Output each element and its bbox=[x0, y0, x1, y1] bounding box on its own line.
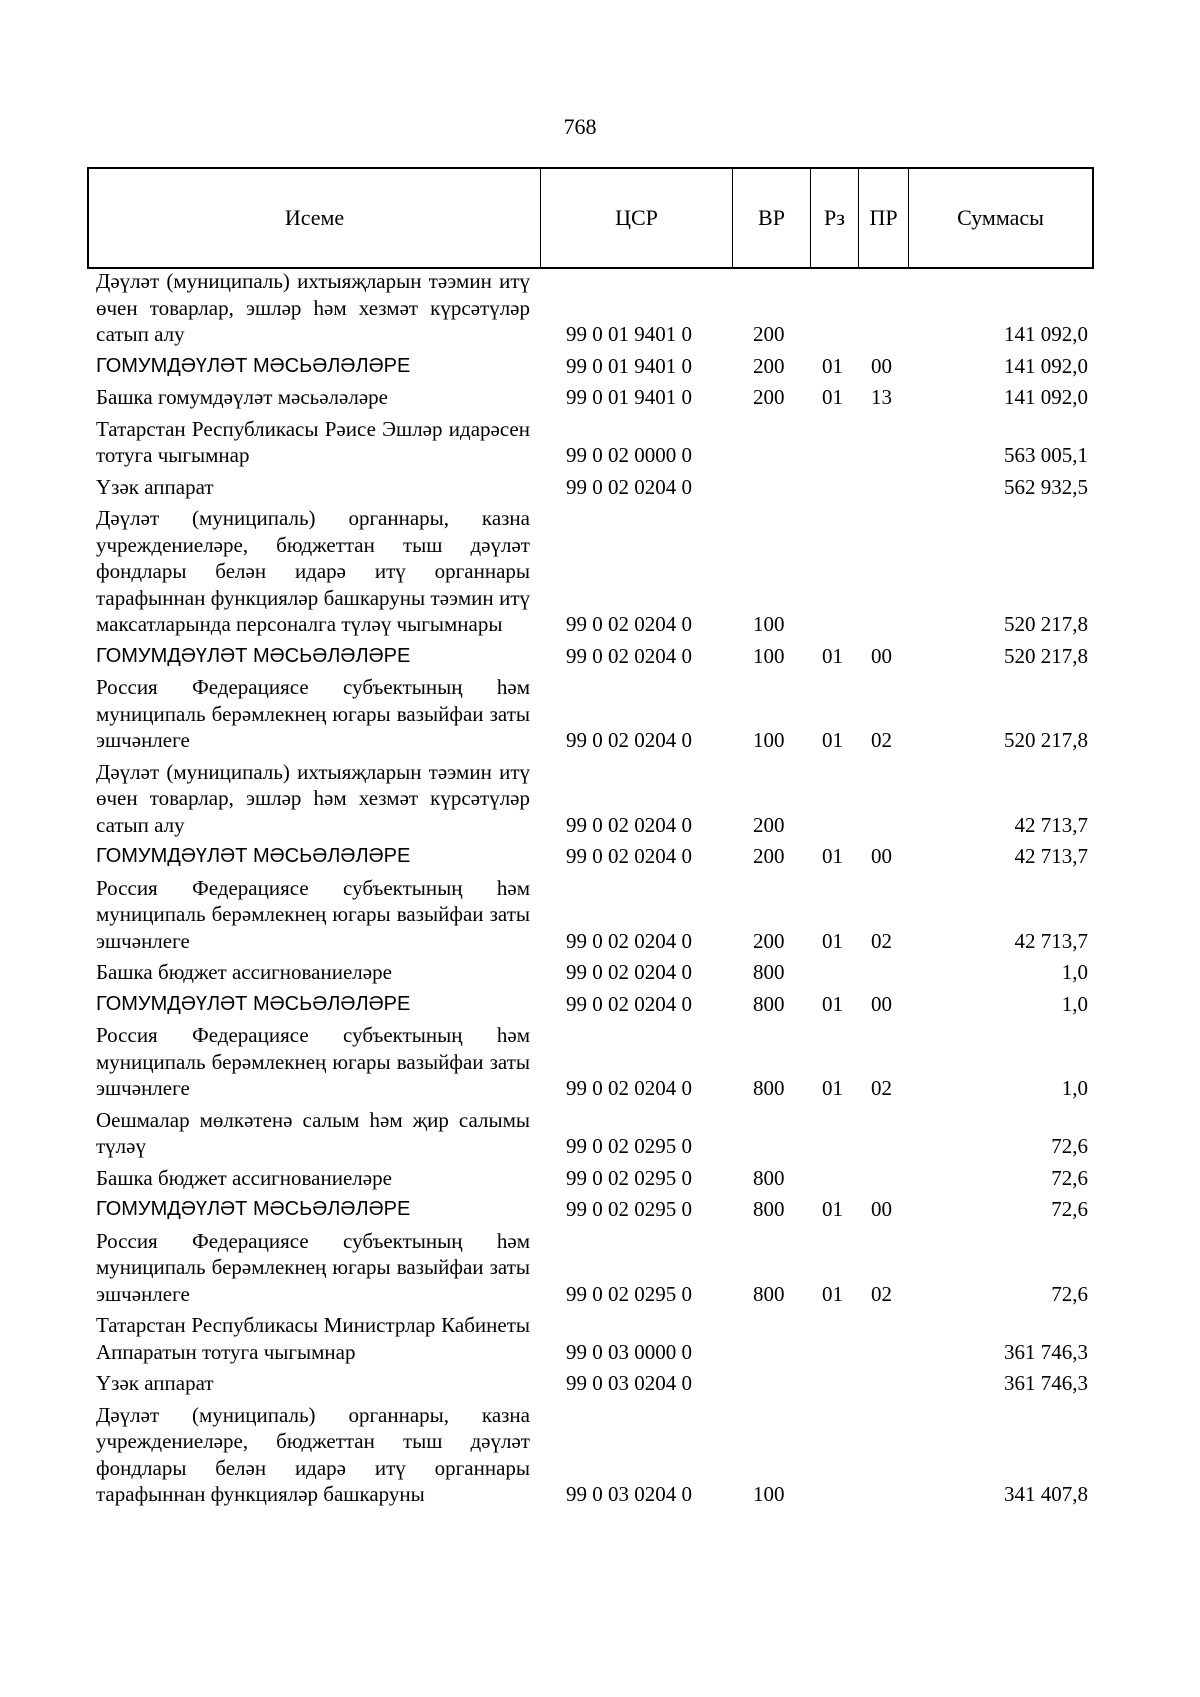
row-pr: 13 bbox=[871, 385, 892, 409]
row-csr: 99 0 01 9401 0 bbox=[566, 385, 692, 409]
row-csr: 99 0 03 0204 0 bbox=[566, 1371, 692, 1395]
table-header bbox=[87, 167, 1094, 269]
row-vr: 200 bbox=[753, 353, 785, 378]
row-sum: 520 217,8 bbox=[1004, 612, 1088, 636]
column-header-vr: ВР bbox=[733, 169, 811, 267]
row-vr: 800 bbox=[753, 1076, 785, 1100]
row-csr: 99 0 02 0204 0 bbox=[566, 612, 692, 636]
row-name: Дәүләт (муниципаль) ихтыяҗларын тәэмин итү өчен товарлар, эшләр һәм хезмәт күрсәтүләр сатып алу bbox=[96, 759, 530, 837]
table-row bbox=[0, 1196, 1200, 1223]
row-vr: 800 bbox=[753, 991, 785, 1016]
row-name: Оешмалар мөлкәтенә салым һәм җир салымы түләү bbox=[96, 1107, 530, 1158]
table-row bbox=[0, 991, 1200, 1018]
row-sum: 361 746,3 bbox=[1004, 1339, 1088, 1364]
row-name: Үзәк аппарат bbox=[96, 1371, 214, 1395]
row-csr: 99 0 01 9401 0 bbox=[566, 353, 692, 378]
table-row bbox=[0, 1022, 1200, 1102]
row-rz: 01 bbox=[822, 1197, 843, 1221]
table-row bbox=[0, 1228, 1200, 1308]
row-sum: 1,0 bbox=[1061, 960, 1088, 984]
row-csr: 99 0 02 0204 0 bbox=[566, 928, 692, 953]
row-csr: 99 0 02 0204 0 bbox=[566, 1076, 692, 1100]
row-name: ГОМУМДӘҮЛӘТ МӘСЬӘЛӘЛӘРЕ bbox=[96, 644, 411, 667]
row-vr: 200 bbox=[753, 385, 785, 409]
row-rz: 01 bbox=[822, 1076, 843, 1100]
row-name: Россия Федерациясе субъектының һәм муниципаль берәмлекнең югары вазыйфаи заты эшчәнлеге bbox=[96, 1023, 530, 1100]
row-csr: 99 0 01 9401 0 bbox=[566, 322, 692, 346]
table-body bbox=[0, 268, 1200, 1513]
row-vr: 800 bbox=[753, 1197, 785, 1221]
row-rz: 01 bbox=[822, 844, 843, 868]
row-sum: 141 092,0 bbox=[1004, 353, 1088, 378]
row-sum: 361 746,3 bbox=[1004, 1371, 1088, 1395]
row-csr: 99 0 02 0204 0 bbox=[566, 643, 692, 668]
row-pr: 02 bbox=[871, 728, 892, 752]
row-name: Дәүләт (муниципаль) органнары, казна учреждениеләре, бюджеттан тыш дәүләт фондлары белән идарә итү органнары тарафыннан функцияләр башкаруны bbox=[96, 1402, 530, 1506]
row-name: Татарстан Республикасы Рәисе Эшләр идарәсен тотуга чыгымнар bbox=[96, 416, 530, 467]
row-csr: 99 0 02 0204 0 bbox=[566, 812, 692, 837]
row-sum: 42 713,7 bbox=[1014, 812, 1088, 837]
page-number: 768 bbox=[563, 114, 597, 139]
row-vr: 800 bbox=[753, 1281, 785, 1306]
row-name: Дәүләт (муниципаль) органнары, казна учреждениеләре, бюджеттан тыш дәүләт фондлары белән идарә итү органнары тарафыннан функцияләр башкаруны тәэмин итү максатларында персоналга түләү чыгымнары bbox=[96, 506, 530, 636]
row-csr: 99 0 02 0000 0 bbox=[566, 443, 692, 467]
row-name: ГОМУМДӘҮЛӘТ МӘСЬӘЛӘЛӘРЕ bbox=[96, 992, 411, 1015]
row-csr: 99 0 02 0295 0 bbox=[566, 1281, 692, 1306]
row-vr: 800 bbox=[753, 960, 785, 984]
row-pr: 02 bbox=[871, 928, 892, 953]
row-csr: 99 0 02 0204 0 bbox=[566, 960, 692, 984]
row-sum: 1,0 bbox=[1061, 1076, 1088, 1100]
row-sum: 72,6 bbox=[1051, 1134, 1088, 1158]
row-csr: 99 0 02 0204 0 bbox=[566, 728, 692, 752]
row-rz: 01 bbox=[822, 643, 843, 668]
row-name: ГОМУМДӘҮЛӘТ МӘСЬӘЛӘЛӘРЕ bbox=[96, 845, 411, 867]
row-pr: 00 bbox=[871, 991, 892, 1016]
table-row bbox=[0, 505, 1200, 638]
row-pr: 00 bbox=[871, 1197, 892, 1221]
row-csr: 99 0 02 0204 0 bbox=[566, 844, 692, 868]
row-csr: 99 0 02 0295 0 bbox=[566, 1165, 692, 1190]
row-name: Башка гомумдәүләт мәсьәләләре bbox=[96, 385, 388, 409]
table-row bbox=[0, 416, 1200, 469]
row-csr: 99 0 02 0295 0 bbox=[566, 1134, 692, 1158]
row-csr: 99 0 02 0295 0 bbox=[566, 1197, 692, 1221]
table-row bbox=[0, 1370, 1200, 1397]
row-vr: 100 bbox=[753, 643, 785, 668]
row-vr: 100 bbox=[753, 612, 785, 636]
row-vr: 200 bbox=[753, 322, 785, 346]
row-pr: 00 bbox=[871, 353, 892, 378]
row-csr: 99 0 02 0204 0 bbox=[566, 474, 692, 499]
row-sum: 563 005,1 bbox=[1004, 443, 1088, 467]
row-name: Россия Федерациясе субъектының һәм муниципаль берәмлекнең югары вазыйфаи заты эшчәнлеге bbox=[96, 675, 530, 752]
row-name: Татарстан Республикасы Министрлар Кабинеты Аппаратын тотуга чыгымнар bbox=[96, 1313, 530, 1364]
row-csr: 99 0 03 0000 0 bbox=[566, 1339, 692, 1364]
column-header-rz: Рз bbox=[811, 169, 859, 267]
column-header-sum: Суммасы bbox=[957, 205, 1044, 230]
row-sum: 42 713,7 bbox=[1014, 844, 1088, 868]
row-sum: 141 092,0 bbox=[1004, 322, 1088, 346]
column-header-csr: ЦСР bbox=[541, 169, 733, 267]
row-sum: 42 713,7 bbox=[1014, 928, 1088, 953]
row-rz: 01 bbox=[822, 991, 843, 1016]
row-name: Үзәк аппарат bbox=[96, 474, 214, 499]
row-sum: 520 217,8 bbox=[1004, 643, 1088, 668]
table-row bbox=[0, 875, 1200, 955]
table-row bbox=[0, 759, 1200, 839]
table-row bbox=[0, 959, 1200, 986]
column-header-pr: ПР bbox=[859, 169, 909, 267]
row-pr: 00 bbox=[871, 643, 892, 668]
row-sum: 1,0 bbox=[1061, 991, 1088, 1016]
row-name: Дәүләт (муниципаль) ихтыяҗларын тәэмин итү өчен товарлар, эшләр һәм хезмәт күрсәтүләр сатып алу bbox=[96, 269, 530, 346]
row-name: ГОМУМДӘҮЛӘТ МӘСЬӘЛӘЛӘРЕ bbox=[96, 354, 411, 377]
row-rz: 01 bbox=[822, 385, 843, 409]
table-row bbox=[0, 474, 1200, 501]
row-sum: 141 092,0 bbox=[1004, 385, 1088, 409]
row-name: Башка бюджет ассигнованиеләре bbox=[96, 960, 392, 984]
table-row bbox=[0, 1402, 1200, 1508]
table-row bbox=[0, 353, 1200, 380]
row-rz: 01 bbox=[822, 728, 843, 752]
table-row bbox=[0, 268, 1200, 348]
table-row bbox=[0, 1107, 1200, 1160]
row-pr: 02 bbox=[871, 1281, 892, 1306]
row-vr: 100 bbox=[753, 728, 785, 752]
table-row bbox=[0, 674, 1200, 754]
table-row bbox=[0, 384, 1200, 411]
row-sum: 72,6 bbox=[1051, 1281, 1088, 1306]
row-sum: 72,6 bbox=[1051, 1197, 1088, 1221]
row-rz: 01 bbox=[822, 353, 843, 378]
row-pr: 00 bbox=[871, 844, 892, 868]
row-vr: 200 bbox=[753, 844, 785, 868]
row-vr: 200 bbox=[753, 812, 785, 837]
row-vr: 200 bbox=[753, 928, 785, 953]
row-name: Башка бюджет ассигнованиеләре bbox=[96, 1165, 392, 1190]
row-csr: 99 0 03 0204 0 bbox=[566, 1482, 692, 1506]
row-sum: 341 407,8 bbox=[1004, 1482, 1088, 1506]
table-row bbox=[0, 1165, 1200, 1192]
table-row bbox=[0, 643, 1200, 670]
row-name: Россия Федерациясе субъектының һәм муниципаль берәмлекнең югары вазыйфаи заты эшчәнлеге bbox=[96, 1228, 530, 1306]
row-sum: 562 932,5 bbox=[1004, 474, 1088, 499]
table-row bbox=[0, 843, 1200, 870]
row-csr: 99 0 02 0204 0 bbox=[566, 991, 692, 1016]
row-name: Россия Федерациясе субъектының һәм муниципаль берәмлекнең югары вазыйфаи заты эшчәнлеге bbox=[96, 875, 530, 953]
column-header-name: Исеме bbox=[89, 169, 541, 267]
row-name: ГОМУМДӘҮЛӘТ МӘСЬӘЛӘЛӘРЕ bbox=[96, 1198, 411, 1220]
row-rz: 01 bbox=[822, 928, 843, 953]
row-sum: 72,6 bbox=[1051, 1165, 1088, 1190]
row-rz: 01 bbox=[822, 1281, 843, 1306]
row-pr: 02 bbox=[871, 1076, 892, 1100]
table-row bbox=[0, 1312, 1200, 1365]
row-vr: 100 bbox=[753, 1482, 785, 1506]
row-vr: 800 bbox=[753, 1165, 785, 1190]
row-sum: 520 217,8 bbox=[1004, 728, 1088, 752]
